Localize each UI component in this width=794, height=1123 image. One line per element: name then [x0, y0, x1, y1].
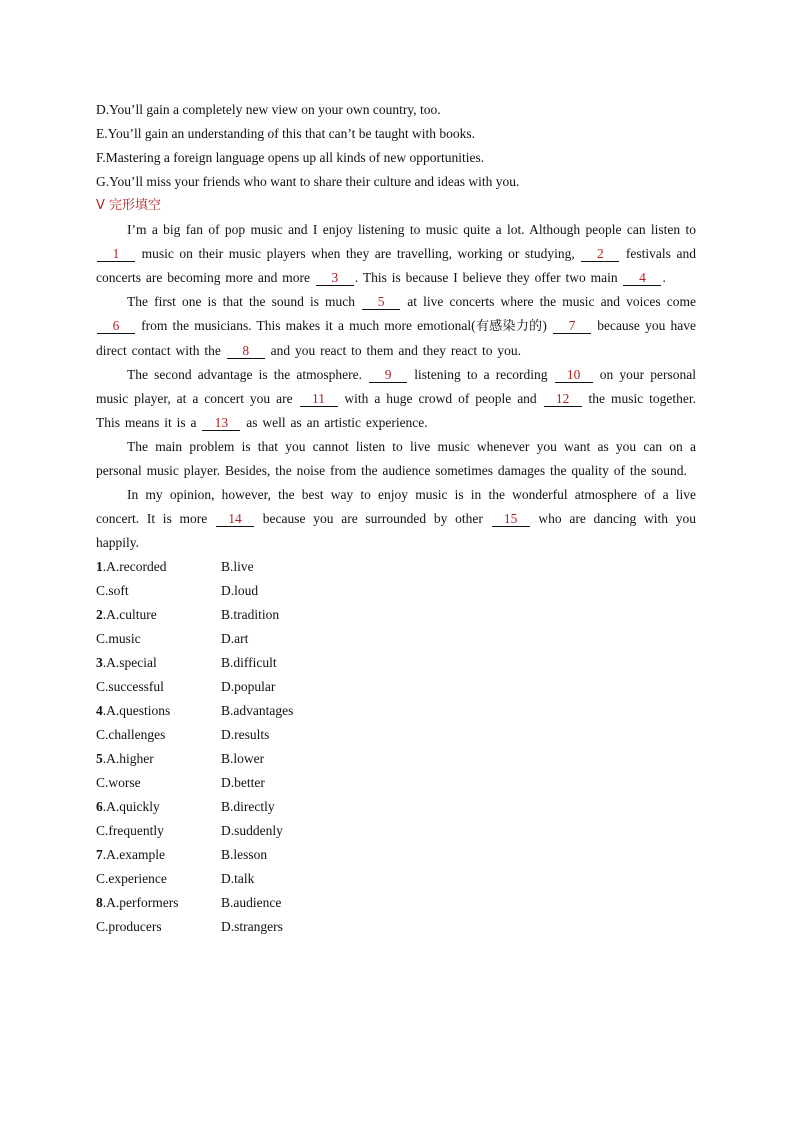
option-d: D.loud	[221, 583, 259, 598]
option-b: B.lower	[221, 751, 265, 766]
question-number: 7	[96, 847, 103, 862]
blank-11: 11	[300, 391, 338, 407]
question-row-ab	[96, 651, 696, 675]
option-d: D.art	[221, 631, 249, 646]
option-a-text: .A.culture	[102, 607, 157, 622]
document-content	[96, 98, 696, 939]
option-d: D.strangers	[221, 919, 283, 934]
option-c: C.challenges	[96, 727, 166, 742]
question-number: 3	[96, 655, 103, 670]
passage-text: listening to a recording	[408, 367, 554, 382]
blank-9: 9	[369, 367, 407, 383]
option-a-text: .A.questions	[102, 703, 171, 718]
passage-text: festivals and concerts are becoming more and more	[96, 246, 696, 285]
option-a-text: .A.higher	[102, 751, 154, 766]
option-d: D.popular	[221, 679, 276, 694]
blank-12: 12	[544, 391, 582, 407]
option-a	[96, 843, 165, 867]
question-row-cd	[96, 771, 696, 795]
question-row-ab	[96, 891, 696, 915]
option-a	[96, 603, 157, 627]
question-row-cd	[96, 675, 696, 699]
option-a	[96, 795, 160, 819]
blank-4: 4	[623, 270, 661, 286]
option-a	[96, 699, 170, 723]
option-b: B.tradition	[221, 607, 280, 622]
blank-5: 5	[362, 294, 400, 310]
blank-6: 6	[97, 318, 135, 334]
option-a	[96, 651, 157, 675]
passage-text: )	[542, 318, 553, 333]
answer-options	[96, 555, 696, 939]
passage-paragraph-2	[96, 290, 696, 363]
passage-text: The second advantage is the atmosphere.	[127, 367, 369, 382]
option-c: C.music	[96, 631, 141, 646]
question-row-ab	[96, 603, 696, 627]
option-a	[96, 891, 178, 915]
question-number: 5	[96, 751, 103, 766]
option-a-text: .A.example	[102, 847, 165, 862]
question-row-cd	[96, 627, 696, 651]
option-e: E.You’ll gain an understanding of this that can’t be taught with books.	[96, 126, 475, 141]
blank-13: 13	[202, 415, 240, 431]
option-b: B.directly	[221, 799, 275, 814]
passage-text: I’m a big fan of pop music and I enjoy listening to music quite a lot. Although people can listen to	[127, 222, 696, 237]
chinese-gloss: 有感染力的	[475, 319, 543, 334]
passage-text: because you are surrounded by other	[255, 511, 491, 526]
question-row-ab	[96, 699, 696, 723]
passage-text: at live concerts where the music and voices come	[401, 294, 696, 309]
option-g: G.You’ll miss your friends who want to share their culture and ideas with you.	[96, 174, 520, 189]
section-title: V 完形填空	[96, 198, 162, 213]
passage-paragraph-1	[96, 218, 696, 290]
option-c: C.successful	[96, 679, 164, 694]
passage-text: .	[662, 270, 666, 285]
blank-2: 2	[581, 246, 619, 262]
question-number: 8	[96, 895, 103, 910]
passage-text: from the musicians. This makes it a much more emotional(	[136, 318, 476, 333]
passage-text: who are dancing with you happily.	[96, 511, 696, 550]
option-b: B.advantages	[221, 703, 294, 718]
passage-text: . This is because I believe they offer two main	[354, 270, 623, 285]
passage-text: with a huge crowd of people and	[338, 391, 543, 406]
question-row-cd	[96, 819, 696, 843]
option-b: B.difficult	[221, 655, 277, 670]
option-d: D.results	[221, 727, 270, 742]
option-c: C.producers	[96, 919, 162, 934]
passage-text: as well as an artistic experience.	[241, 415, 428, 430]
option-a	[96, 555, 166, 579]
option-a-text: .A.performers	[102, 895, 179, 910]
passage-paragraph-5	[96, 483, 696, 555]
question-row-ab	[96, 843, 696, 867]
option-c: C.frequently	[96, 823, 164, 838]
question-number: 1	[96, 559, 103, 574]
passage-text: because you have direct contact with the	[96, 318, 696, 358]
blank-1: 1	[97, 246, 135, 262]
option-d: D.better	[221, 775, 265, 790]
option-b: B.live	[221, 559, 254, 574]
passage-paragraph-4: The main problem is that you cannot listen to live music whenever you want as you can on a personal music player. Besides, the noise from the audience sometimes damages the quality of the sound.	[96, 439, 696, 478]
passage-text: In my opinion, however, the best way to enjoy music is in the wonderful atmosphere of a live concert. It is more	[96, 487, 696, 526]
passage-text: and you react to them and they react to you.	[265, 343, 521, 358]
blank-14: 14	[216, 511, 254, 527]
option-f: F.Mastering a foreign language opens up all kinds of new opportunities.	[96, 150, 485, 165]
blank-8: 8	[227, 343, 265, 359]
blank-3: 3	[316, 270, 354, 286]
passage-paragraph-3	[96, 363, 696, 435]
question-number: 6	[96, 799, 103, 814]
option-c: C.experience	[96, 871, 167, 886]
question-row-cd	[96, 723, 696, 747]
option-d: D.suddenly	[221, 823, 283, 838]
option-d: D.You’ll gain a completely new view on your own country, too.	[96, 102, 441, 117]
blank-10: 10	[555, 367, 593, 383]
option-a-text: .A.special	[102, 655, 157, 670]
option-d: D.talk	[221, 871, 255, 886]
option-b: B.lesson	[221, 847, 268, 862]
passage-text: the music together. This means it is a	[96, 391, 697, 430]
passage-text: music on their music players when they are travelling, working or studying,	[136, 246, 581, 261]
option-c: C.worse	[96, 775, 141, 790]
question-row-cd	[96, 915, 696, 939]
passage-text: The first one is that the sound is much	[127, 294, 362, 309]
question-row-ab	[96, 795, 696, 819]
option-a-text: .A.recorded	[102, 559, 167, 574]
option-a	[96, 747, 154, 771]
question-number: 4	[96, 703, 103, 718]
passage-text: on your personal music player, at a concert you are	[96, 367, 697, 406]
question-row-ab	[96, 747, 696, 771]
question-row-ab	[96, 555, 696, 579]
option-c: C.soft	[96, 583, 129, 598]
blank-15: 15	[492, 511, 530, 527]
question-row-cd	[96, 867, 696, 891]
question-row-cd	[96, 579, 696, 603]
option-a-text: .A.quickly	[102, 799, 160, 814]
blank-7: 7	[553, 318, 591, 334]
option-b: B.audience	[221, 895, 282, 910]
question-number: 2	[96, 607, 103, 622]
